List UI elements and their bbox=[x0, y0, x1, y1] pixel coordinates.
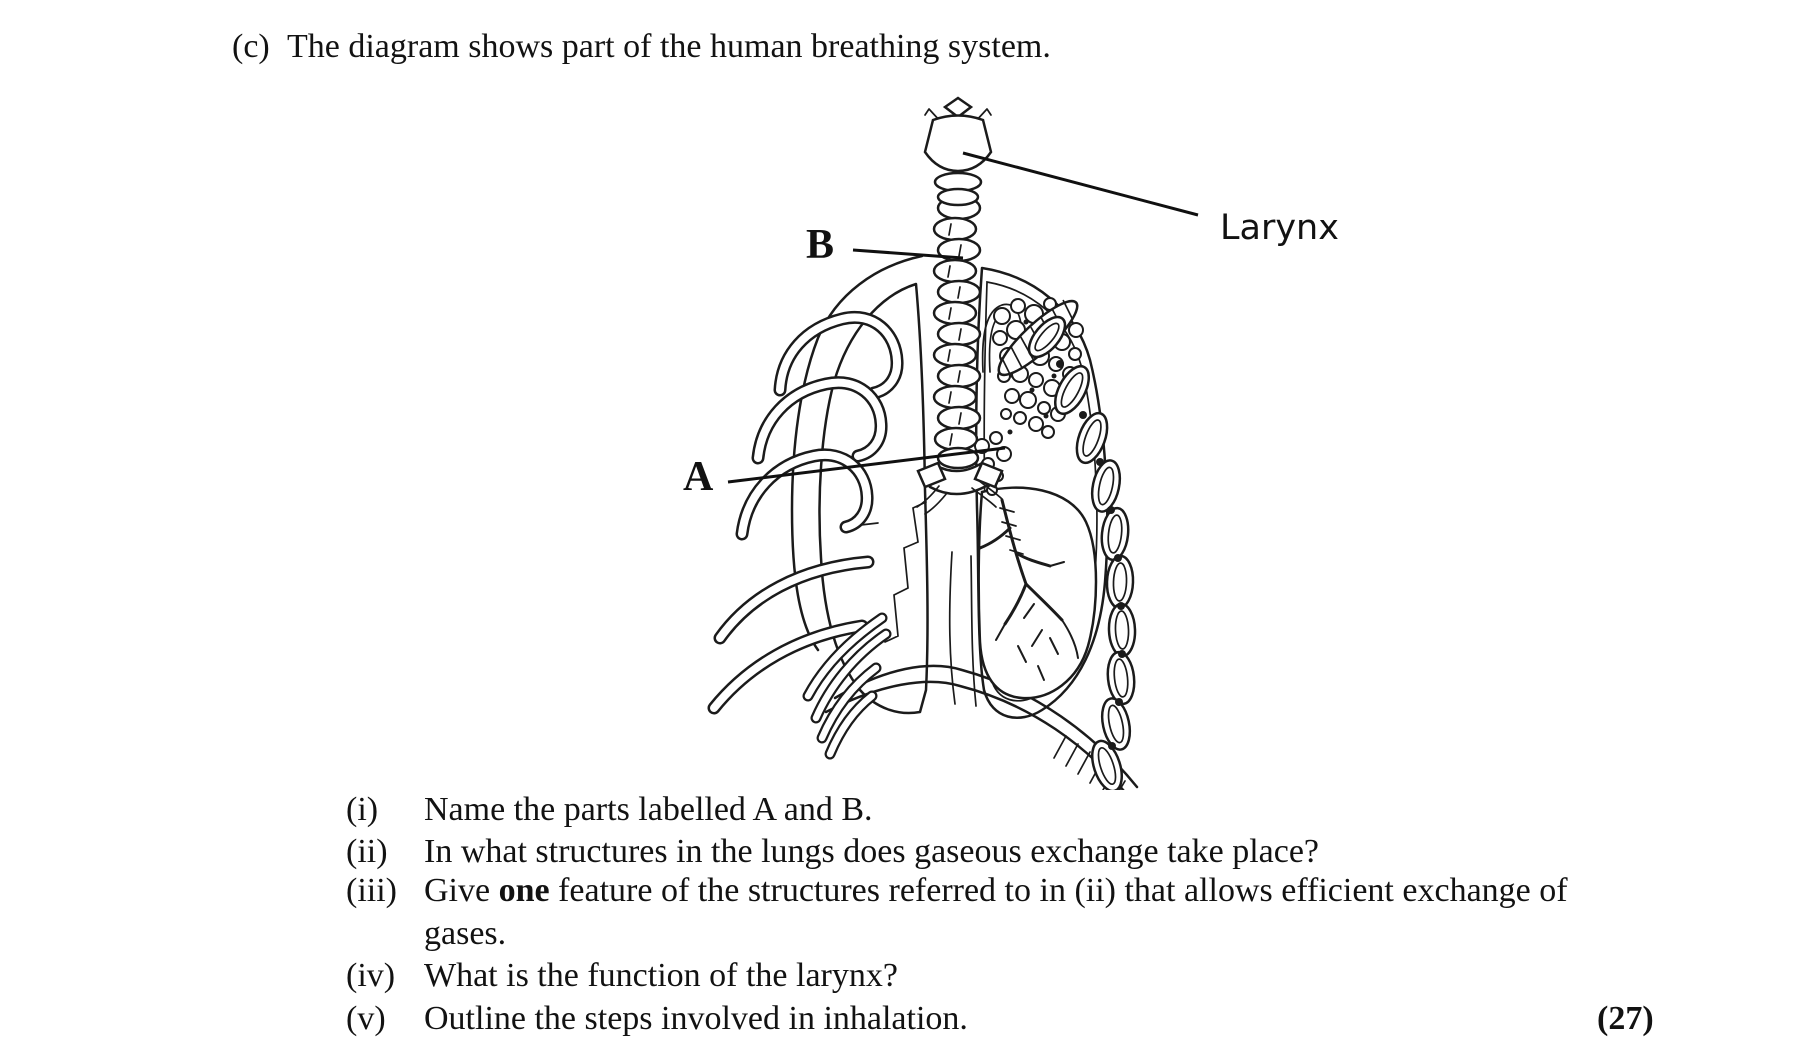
question-text: Give one feature of the structures referred to in (ii) that allows efficient exchange of bbox=[424, 872, 1568, 909]
label-a: A bbox=[683, 454, 714, 500]
breathing-system-diagram bbox=[630, 90, 1250, 790]
question-text: In what structures in the lungs does gaseous exchange take place? bbox=[424, 833, 1320, 870]
question-number: (iv) bbox=[346, 957, 396, 994]
mediastinum-lines bbox=[950, 552, 976, 706]
question-text-continued: gases. bbox=[424, 915, 507, 952]
question-number: (i) bbox=[346, 791, 379, 828]
label-larynx: Larynx bbox=[1220, 208, 1339, 248]
question-intro-text: The diagram shows part of the human breathing system. bbox=[287, 28, 1051, 65]
question-text: Outline the steps involved in inhalation. bbox=[424, 1000, 968, 1037]
question-number: (iii) bbox=[346, 872, 397, 909]
diaphragm bbox=[826, 666, 1137, 790]
question-number: (ii) bbox=[346, 833, 388, 870]
emphasis-one: one bbox=[498, 872, 550, 909]
larynx bbox=[925, 98, 991, 205]
larynx-leader-line bbox=[963, 153, 1198, 215]
question-text: What is the function of the larynx? bbox=[424, 957, 898, 994]
question-text: Name the parts labelled A and B. bbox=[424, 791, 873, 828]
label-b: B bbox=[806, 222, 835, 268]
question-number: (v) bbox=[346, 1000, 386, 1037]
marks-badge: (27) bbox=[1597, 1000, 1654, 1037]
question-part-label: (c) bbox=[232, 28, 270, 65]
breathing-system-figure bbox=[630, 90, 1250, 790]
